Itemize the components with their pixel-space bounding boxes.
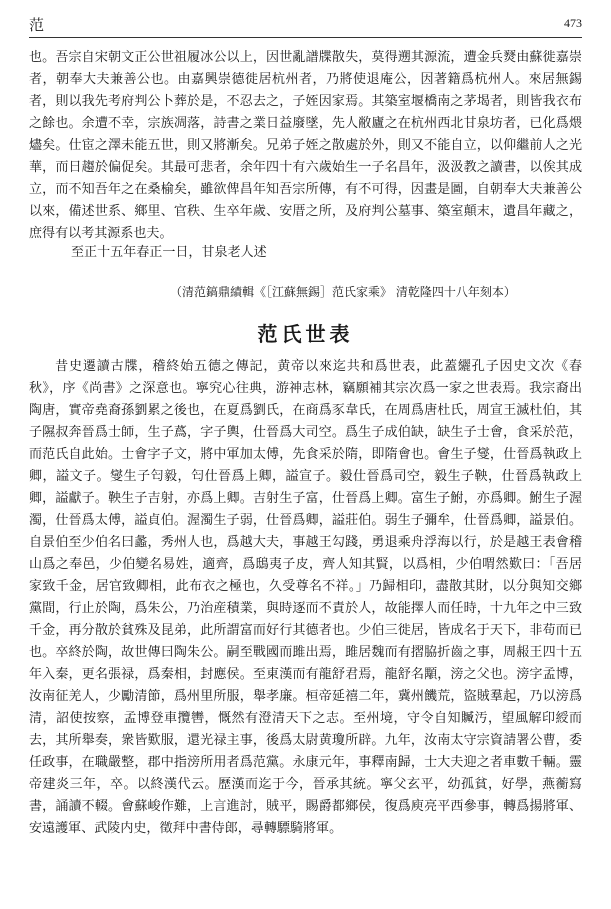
preface-signature: 至正十五年春正一日，甘泉老人述 <box>71 245 267 260</box>
running-head: 范 <box>29 16 45 34</box>
page-number: 473 <box>564 16 582 30</box>
source-note: （清范鎬鼎績輯《［江蘇無錫］范氏家乘》 清乾隆四十八年刻本） <box>170 285 516 299</box>
main-paragraph: 昔史遷讀古牒，稽終始五德之傳記，黄帝以來迄共和爲世表，此蓋纚孔子因史文次《春秋》，序《尚書》之深意也。寧究心往典，游神志林，竊願補其宗次爲一家之世表焉。我宗裔出陶唐，實帝堯裔孫劉累之後也，在夏爲劉氏，在商爲豕韋氏，在周爲唐杜氏，周宣王滅杜伯，其子隰叔奔晉爲士師，生子蔿，字子輿，仕晉爲大司空。爲生子成伯缺，缺生子士會，食采於范，而范氏自此始。士會字子文，將中軍加太傅，先食采於隋，即隋會也。會生子燮，仕晉爲執政上卿，謚文子。燮生子匄毅，匄仕晉爲上卿，謚宣子。毅仕晉爲司空，毅生子鞅，仕晉爲執政上卿，謚獻子。鞅生子吉射，亦爲上卿。吉射生子富，仕晉爲上卿。富生子鮒，亦爲卿。鮒生子渥濁，仕晉爲太傅，謚貞伯。渥濁生子弱，仕晉爲卿，謚莊伯。弱生子彌牟，仕晉爲卿，謚景伯。自景伯至少伯名曰蠡，秀州人也，爲越大夫，事越王勾踐，勇退乘舟浮海以行，於是越王表會稽山爲之奉邑，少伯變名易姓，適齊，爲鴟夷子皮，齊人知其賢，以爲相，少伯喟然歎曰：「吾居家致千金，居官致卿相，此布衣之極也，久受尊名不祥。」乃歸相印，盡散其財，以分與知交鄉黨間，行止於陶，爲朱公，乃治産積業，與時逐而不責於人，故能擇人而任時，十九年之中三致千金，再分散於貧殊及昆弟，此所謂富而好行其德者也。少伯三徙居，皆成名于天下，非苟而已也。卒終於陶，故世傳曰陶朱公。嗣至戰國而雎出焉，雎居魏而有摺脇折齒之事，周赧王四十五年入秦，更名張禄，爲秦相，封應侯。至東漢而有龍舒君焉，龍舒名顒，滂之父也。滂字孟博，汝南征羌人，少勵清節，爲州里所服，舉孝廉。桓帝延禧二年，冀州饑荒，盜賊羣起，乃以滂爲清，詔使按察，孟博登車攬轡，慨然有澄清天下之志。至州境，守令自知贓汚，望風解印綬而去，其所舉奏，衆皆歎服，還光禄主事，後爲太尉黄瓊所辟。九年，汝南太守宗資請署公曹，委任政事，在職嚴整，郡中指滂所用者爲范黨。永康元年，事釋南歸，士大夫迎之者車數千輛。靈帝建炎三年，卒。以終漢代云。歷漢而迄于今，晉承其統。寧父玄平，幼孤貧，好學，燕蘅寫書，誦讀不輟。會蘇峻作難，上言進討，賊平，賜爵都鄉侯，復爲庾亮平西參事，轉爲揚將軍、安遠護軍、武陵内史，徵拜中書侍郎，尋轉驃騎將軍。 <box>29 359 582 836</box>
preface-paragraph: 也。吾宗自宋朝文正公世祖履冰公以上，因世亂譜牒散失，莫得遡其源流，遭金兵燹由蘇徙嘉崇者，朝奉大夫兼善公也。由嘉興崇德徙居杭州者，乃將使退庵公，因著籍爲杭州人。來居無錫者，則以我先考府判公卜葬於是，不忍去之，子姪因家焉。其築室堰橋南之茅堨者，則皆我衣布之餘也。余遭不幸，宗族凋落，詩書之業日益廢墜，先人敝廬之在杭州西北甘泉坊者，已化爲煨燼矣。仕宦之澤未能五世，則又將漸矣。兄弟子姪之散處於外，則又不能自立，以仰繼前人之光華，而日趨於偏促矣。其最可悲者，余年四十有六歲始生一子名昌年，汲汲教之讀書，以俟其成立，而不知吾年之在桑榆矣，雖欲俾昌年知吾宗所傳，有不可得，因畫是圖，自朝奉大夫兼善公以來，備述世系、鄉里、官秩、生卒年歲、安厝之所，及府判公墓事、築室顛末，遺昌年藏之，庶得有以考其源系也夫。 <box>29 50 582 241</box>
page-header <box>29 13 582 38</box>
section-title: 范氏世表 <box>257 322 354 346</box>
